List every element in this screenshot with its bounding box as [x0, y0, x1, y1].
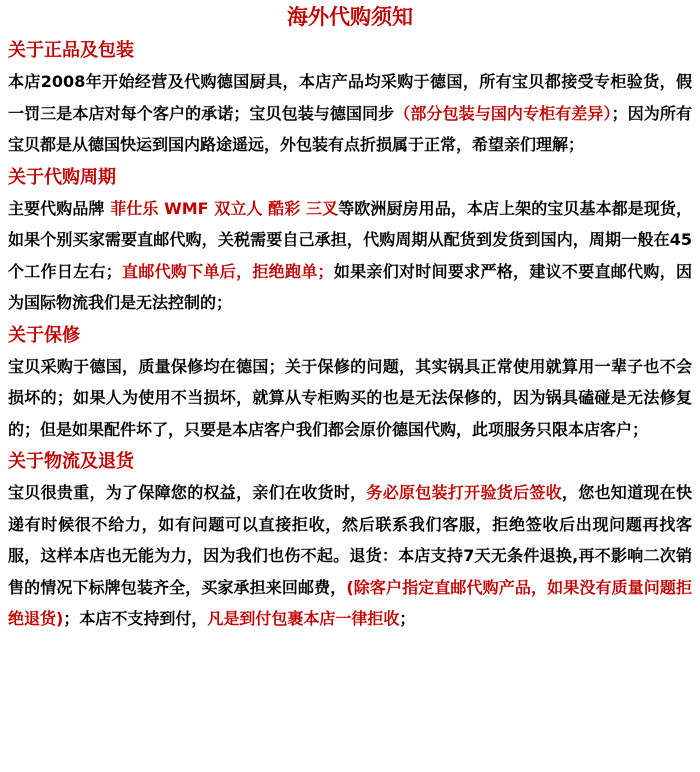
section-heading: 关于物流及退货 — [8, 451, 134, 472]
section-heading: 关于正品及包装 — [8, 40, 134, 61]
body-text: 本店2008年开始经营及代购德国厨具，本店产品均采购于德国，所有宝贝都接受专柜验货，假一罚三是本店对每个客户的承诺；宝贝包装与德国同步 — [8, 72, 692, 123]
section-heading: 关于保修 — [8, 324, 80, 346]
body-text: ；本店不支持到付， — [63, 609, 208, 628]
section-body — [8, 351, 692, 446]
section-body — [8, 193, 692, 319]
section-purchase-cycle — [8, 163, 692, 319]
body-text: 等欧洲厨房用品，本店上架的宝贝基本都是现货，如果个别买家需要直邮代购，关税需要自己承担，代购周期从配货到发货到国内，周期一般在45个工作日左右； — [8, 198, 692, 281]
page-title: 海外代购须知 — [287, 5, 413, 29]
body-text: 宝贝很贵重，为了保障您的权益，亲们在收货时， — [8, 483, 367, 502]
body-text: 宝贝采购于德国，质量保修均在德国；关于保修的问题，其实锅具正常使用就算用一辈子也不会损坏的；如果人为使用不当损坏，就算从专柜购买的也是无法保修的，因为锅具磕碰是无法修复的；但是如果配件坏了，只要是本店客户我们都会原价德国代购，此项服务只限本店客户； — [8, 356, 692, 439]
body-text: ；因为所有宝贝都是从德国快运到国内路途遥远，外包装有点折损属于正常，希望亲们理解； — [8, 103, 692, 154]
section-authenticity — [8, 36, 692, 161]
body-text: ，您也知道现在快递有时候很不给力，如有问题可以直接拒收，然后联系我们客服，拒绝签收后出现问题再找客服，这样本店也无能为力，因为我们也伤不起。退货：本店支持7天无条件退换,再不影响二次销售的情况下标牌包装齐全，买家承担来回邮费， — [8, 483, 692, 597]
section-logistics-returns — [8, 447, 692, 635]
highlight-text: 直邮代购下单后，拒绝跑单； — [121, 261, 334, 281]
highlight-text: 凡是到付包裹本店一律拒收 — [207, 609, 400, 628]
section-body — [8, 66, 692, 161]
highlight-text: (除客户指定直邮代购产品，如果没有质量问题拒绝退货) — [8, 577, 692, 628]
brand-list: 菲仕乐 WMF 双立人 酷彩 三叉 — [110, 198, 339, 218]
highlight-text: 务必原包装打开验货后签收 — [366, 483, 562, 502]
highlight-text: （部分包装与国内专柜有差异） — [394, 103, 612, 123]
body-text: 主要代购品牌 — [8, 198, 111, 218]
section-warranty — [8, 321, 692, 446]
body-text: ； — [399, 609, 416, 628]
body-text: 如果亲们对时间要求严格，建议不要直邮代购，因为国际物流我们是无法控制的； — [8, 261, 692, 312]
section-body — [8, 477, 692, 635]
section-heading: 关于代购周期 — [8, 166, 116, 188]
